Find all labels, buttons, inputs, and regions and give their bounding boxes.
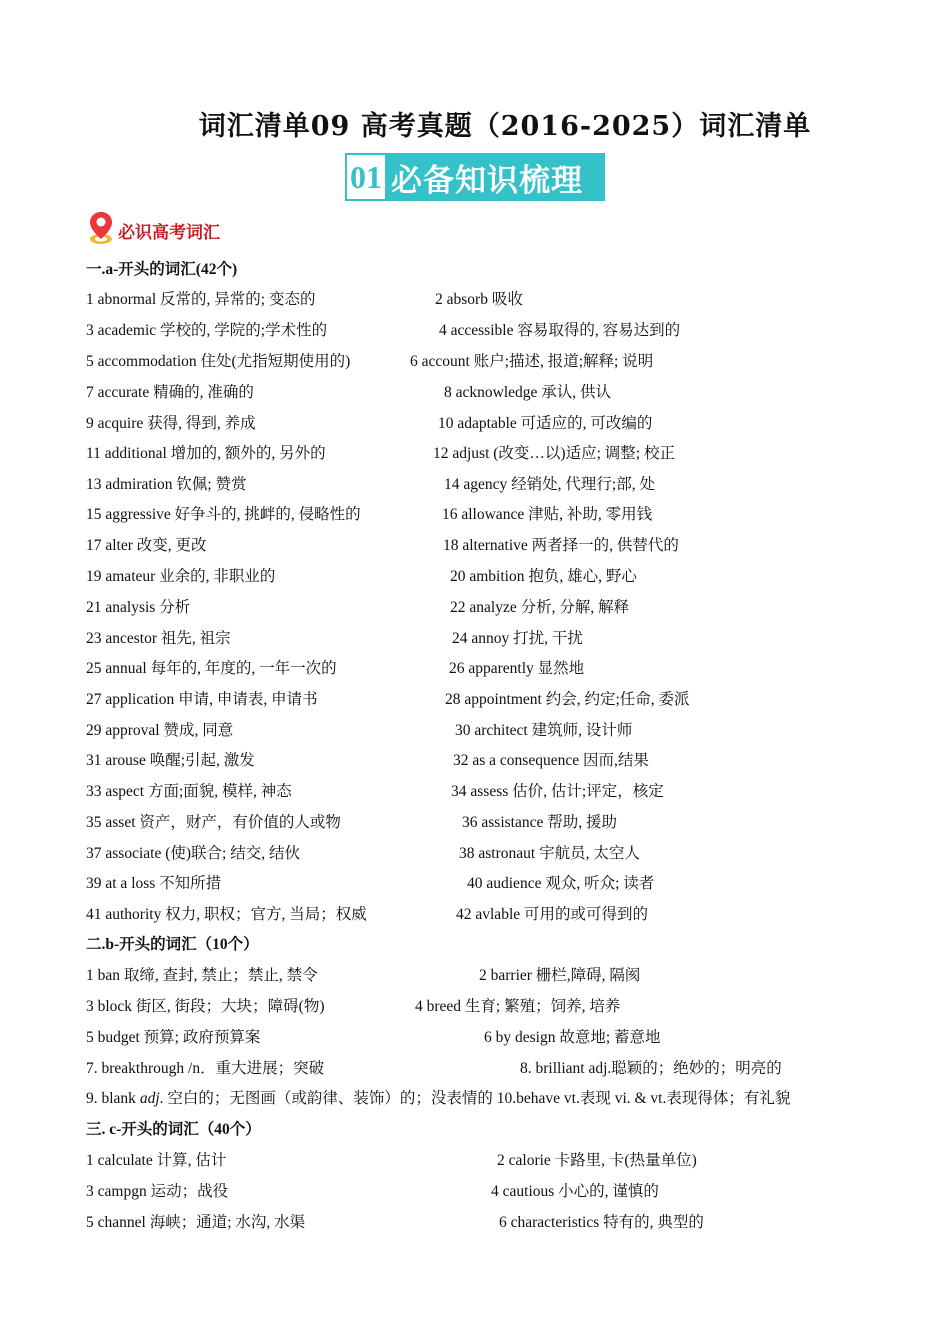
a-entry-left: 5 accommodation 住处(尤指短期使用的) bbox=[86, 353, 351, 370]
b-entry-left: 3 block 街区, 街段；大块；障碍(物) bbox=[86, 998, 325, 1015]
a-entry-left: 27 application 申请, 申请表, 申请书 bbox=[86, 691, 318, 708]
c-entry-left: 3 campgn 运动；战役 bbox=[86, 1183, 229, 1200]
b-entry-left: 7. breakthrough /n．重大进展；突破 bbox=[86, 1060, 325, 1077]
a-entry-right: 42 avlable 可用的或可得到的 bbox=[456, 906, 649, 923]
a-entry-left: 25 annual 每年的, 年度的, 一年一次的 bbox=[86, 660, 337, 677]
a-entry-right: 4 accessible 容易取得的, 容易达到的 bbox=[439, 322, 681, 339]
badge-number: 01 bbox=[347, 155, 385, 199]
a-entry-left: 9 acquire 获得, 得到, 养成 bbox=[86, 415, 256, 432]
entry-b9-pos: adj bbox=[139, 1090, 160, 1107]
a-entry-right: 10 adaptable 可适应的, 可改编的 bbox=[438, 415, 653, 432]
a-entry-left: 1 abnormal 反常的, 异常的; 变态的 bbox=[86, 291, 316, 308]
section-heading-a: 一.a-开头的词汇(42个) bbox=[86, 261, 238, 278]
a-entry-right: 22 analyze 分析, 分解, 解释 bbox=[450, 599, 630, 616]
a-entry-left: 29 approval 赞成, 同意 bbox=[86, 722, 234, 739]
section-heading-c: 三. c-开头的词汇（40个） bbox=[86, 1121, 261, 1138]
b-entry-right: 4 breed 生育; 繁殖；饲养, 培养 bbox=[415, 998, 621, 1015]
a-entry-left: 35 asset 资产，财产，有价值的人或物 bbox=[86, 814, 341, 831]
b-entry-right: 8. brilliant adj.聪颖的；绝妙的；明亮的 bbox=[520, 1060, 782, 1077]
b-entry-left: 1 ban 取缔, 查封, 禁止；禁止, 禁令 bbox=[86, 967, 318, 984]
location-pin-icon bbox=[88, 211, 114, 245]
a-entry-right: 2 absorb 吸收 bbox=[435, 291, 523, 308]
section-heading-b: 二.b-开头的词汇（10个） bbox=[86, 936, 259, 953]
entry-b9-head: 9. blank bbox=[86, 1090, 140, 1107]
section-badge bbox=[345, 153, 605, 201]
a-entry-right: 14 agency 经销处, 代理行;部, 处 bbox=[444, 476, 655, 493]
c-entry-right: 4 cautious 小心的, 谨慎的 bbox=[491, 1183, 659, 1200]
a-entry-left: 19 amateur 业余的, 非职业的 bbox=[86, 568, 276, 585]
a-entry-right: 36 assistance 帮助, 援助 bbox=[462, 814, 617, 831]
a-entry-right: 30 architect 建筑师, 设计师 bbox=[455, 722, 633, 739]
a-entry-left: 3 academic 学校的, 学院的;学术性的 bbox=[86, 322, 328, 339]
subheading: 必识高考词汇 bbox=[118, 223, 220, 243]
a-entry-right: 34 assess 估价, 估计;评定，核定 bbox=[451, 783, 664, 800]
a-entry-left: 41 authority 权力, 职权；官方, 当局；权威 bbox=[86, 906, 367, 923]
a-entry-right: 38 astronaut 宇航员, 太空人 bbox=[459, 845, 640, 862]
a-entry-right: 8 acknowledge 承认, 供认 bbox=[444, 384, 612, 401]
a-entry-left: 11 additional 增加的, 额外的, 另外的 bbox=[86, 445, 326, 462]
c-entry-left: 1 calculate 计算, 估计 bbox=[86, 1152, 227, 1169]
c-entry-right: 6 characteristics 特有的, 典型的 bbox=[499, 1214, 704, 1231]
word-entry-b9 bbox=[86, 1086, 790, 1108]
a-entry-left: 37 associate (使)联合; 结交, 结伙 bbox=[86, 845, 300, 862]
b-entry-right: 6 by design 故意地; 蓄意地 bbox=[484, 1029, 661, 1046]
b-entry-right: 2 barrier 栅栏,障碍, 隔阂 bbox=[479, 967, 641, 984]
a-entry-left: 15 aggressive 好争斗的, 挑衅的, 侵略性的 bbox=[86, 506, 361, 523]
badge-text: 必备知识梳理 bbox=[391, 162, 583, 199]
a-entry-left: 21 analysis 分析 bbox=[86, 599, 191, 616]
a-entry-left: 33 aspect 方面;面貌, 模样, 神态 bbox=[86, 783, 292, 800]
a-entry-right: 6 account 账户;描述, 报道;解释; 说明 bbox=[410, 353, 654, 370]
a-entry-left: 13 admiration 钦佩; 赞赏 bbox=[86, 476, 247, 493]
a-entry-left: 39 at a loss 不知所措 bbox=[86, 875, 222, 892]
a-entry-right: 24 annoy 打扰, 干扰 bbox=[452, 630, 583, 647]
a-entry-right: 40 audience 观众, 听众; 读者 bbox=[467, 875, 655, 892]
a-entry-right: 32 as a consequence 因而,结果 bbox=[453, 752, 649, 769]
a-entry-right: 20 ambition 抱负, 雄心, 野心 bbox=[450, 568, 637, 585]
a-entry-right: 18 alternative 两者择一的, 供替代的 bbox=[443, 537, 679, 554]
a-entry-right: 16 allowance 津贴, 补助, 零用钱 bbox=[442, 506, 653, 523]
c-entry-right: 2 calorie 卡路里, 卡(热量单位) bbox=[497, 1152, 697, 1169]
a-entry-left: 17 alter 改变, 更改 bbox=[86, 537, 207, 554]
a-entry-left: 31 arouse 唤醒;引起, 激发 bbox=[86, 752, 255, 769]
b-entry-left: 5 budget 预算; 政府预算案 bbox=[86, 1029, 261, 1046]
document-title: 词汇清单09 高考真题（2016-2025）词汇清单 bbox=[198, 111, 812, 142]
c-entry-left: 5 channel 海峡；通道; 水沟, 水渠 bbox=[86, 1214, 306, 1231]
a-entry-left: 7 accurate 精确的, 准确的 bbox=[86, 384, 254, 401]
a-entry-left: 23 ancestor 祖先, 祖宗 bbox=[86, 630, 231, 647]
a-entry-right: 28 appointment 约会, 约定;任命, 委派 bbox=[445, 691, 690, 708]
entry-b9-tail: . 空白的；无图画（或韵律、装饰）的；没表情的 10.behave vt.表现 vi. & vt.表现得体；有礼貌 bbox=[159, 1090, 791, 1107]
a-entry-right: 12 adjust (改变…以)适应; 调整; 校正 bbox=[433, 445, 675, 462]
a-entry-right: 26 apparently 显然地 bbox=[449, 660, 585, 677]
